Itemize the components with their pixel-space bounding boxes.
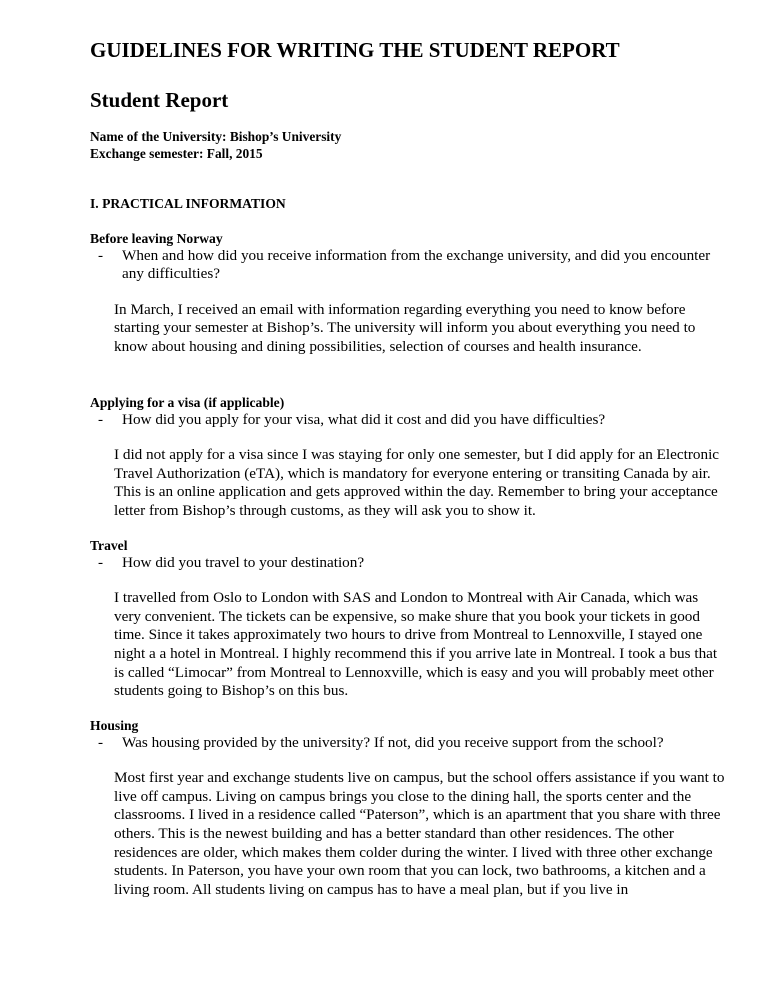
section-travel — [90, 538, 728, 701]
question-text: How did you travel to your destination? — [122, 553, 365, 571]
heading-visa: Applying for a visa (if applicable) — [90, 394, 285, 410]
exchange-semester: Exchange semester: Fall, 2015 — [90, 146, 263, 161]
heading-travel: Travel — [90, 537, 128, 553]
answer-paragraph: I travelled from Oslo to London with SAS and London to Montreal with Air Canada, which was very convenient. The tickets can be expensive, so make shure that you book your tickets in good time. Since it takes approximately two hours to drive from Montreal to Lennoxville, I stayed one night a a hotel in Montreal. I highly recommend this if you arrive late in Montreal. I took a bus that is called “Limocar” from Montreal to Lennoxville, which is easy and you will probably meet other students going to Bishop’s on this bus. — [114, 589, 718, 700]
section-housing — [90, 718, 728, 900]
question-text: Was housing provided by the university? If not, did you receive support from the school? — [122, 733, 664, 751]
university-name: Name of the University: Bishop’s University — [90, 129, 342, 144]
bullet-dash: - — [98, 733, 104, 751]
answer-paragraph: Most first year and exchange students live on campus, but the school offers assistance if you want to live off campus. Living on campus brings you close to the dining hall, the sports center and the classrooms. I lived in a residence called “Paterson”, which is an apartment that you share with three others. This is the newest building and has a better standard than other residences. The other residences are older, which makes them colder during the winter. I lived with three other exchange students. In Paterson, you have your own room that you can lock, two bathrooms, a kitchen and a living room. All students living on campus has to have a meal plan, but if you live in — [114, 769, 725, 898]
section-visa — [90, 395, 728, 521]
question-text: How did you apply for your visa, what did it cost and did you have difficulties? — [122, 410, 606, 428]
bullet-dash: - — [98, 246, 104, 264]
document-title: GUIDELINES FOR WRITING THE STUDENT REPORT — [90, 38, 620, 62]
answer-paragraph: In March, I received an email with information regarding everything you need to know before starting your semester at Bishop’s. The university will inform you about everything you need to know about housing and dining possibilities, selection of courses and health insurance. — [114, 300, 696, 355]
answer-paragraph: I did not apply for a visa since I was staying for only one semester, but I did apply for an Electronic Travel Authorization (eTA), which is mandatory for everyone entering or transiting Canada by air. This is an online application and gets approved within the day. Remember to bring your acceptance letter from Bishop’s through customs, as they will ask you to show it. — [114, 446, 720, 519]
question-item — [90, 554, 728, 573]
bullet-dash: - — [98, 410, 104, 428]
heading-before-leaving: Before leaving Norway — [90, 230, 223, 246]
question-item — [90, 411, 728, 430]
report-title: Student Report — [90, 88, 229, 112]
section-before-leaving — [90, 231, 728, 357]
question-item — [90, 734, 728, 753]
question-item — [90, 247, 728, 284]
section-heading-practical: I. PRACTICAL INFORMATION — [90, 196, 286, 211]
bullet-dash: - — [98, 553, 104, 571]
heading-housing: Housing — [90, 717, 139, 733]
question-text: When and how did you receive information from the exchange university, and did you encounter any difficulties? — [122, 246, 711, 283]
